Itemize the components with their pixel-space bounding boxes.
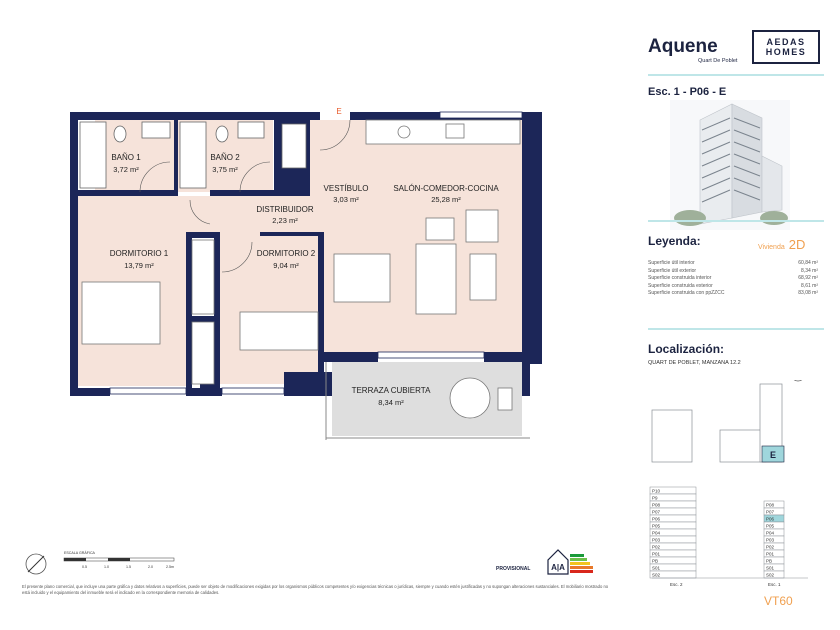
- energy-grade: A|A: [551, 563, 565, 572]
- level-label: P08: [766, 502, 775, 508]
- level-label: S02: [652, 572, 661, 578]
- terraza-floor: [332, 362, 522, 436]
- surface-value: 60,84 m²: [798, 260, 818, 266]
- disclaimer-text: El presente plano comercial, que incluye una parte gráfica y datos relativos a superficies, puede ser objeto de modificaciones exigidas por los organismos públicos competentes y/o exigencias técnicas o jurídicas, siempre y cuando estén justificadas y no supongan alteraciones sustanciales. El mobiliario mostrado no está incluido y el equipamiento del inmueble será el indicado en la correspondiente memoria de calidades.: [22, 584, 609, 595]
- scale-title: ESCALA GRÁFICA: [64, 551, 95, 555]
- terraza-label: TERRAZA CUBIERTA: [351, 386, 431, 395]
- surface-label: Superficie útil exterior: [648, 267, 697, 274]
- surface-value: 8,34 m²: [801, 267, 818, 274]
- dist-floor: [190, 196, 320, 234]
- unit-code: Esc. 1 - P06 - E: [648, 86, 727, 98]
- graphic-scale: [20, 548, 180, 578]
- level-label: P10: [652, 488, 661, 494]
- project-title: Aquene: [648, 36, 718, 57]
- level-label: P07: [766, 509, 775, 515]
- energy-rating-badge: [544, 548, 594, 576]
- surface-value: 83,08 m²: [798, 290, 818, 296]
- scale-tick: 0.5: [82, 565, 87, 569]
- salon-label: SALÓN-COMEDOR-COCINA: [393, 184, 499, 193]
- level-label: P04: [766, 530, 775, 536]
- info-sidebar: [640, 20, 830, 620]
- level-label: P02: [766, 544, 775, 550]
- vt-code: VT60: [764, 594, 793, 608]
- level-label: PB: [652, 558, 659, 564]
- provisional-label: PROVISIONAL: [496, 566, 531, 572]
- level-label: S01: [652, 565, 661, 571]
- dorm1-label: DORMITORIO 1: [109, 249, 169, 258]
- bano2-label: BAÑO 2: [210, 153, 240, 162]
- surface-row: [648, 268, 818, 276]
- vivienda-label: Vivienda: [758, 244, 785, 251]
- dorm1-area: 13,79 m²: [124, 261, 154, 270]
- floor-levels-diagram: [648, 478, 828, 590]
- surface-label: Superficie útil interior: [648, 260, 695, 266]
- level-label: P05: [766, 523, 775, 529]
- surface-row: [648, 260, 818, 268]
- vestibulo-label: VESTÍBULO: [323, 184, 369, 193]
- project-location: Quart De Poblet: [698, 58, 738, 64]
- level-label: PB: [766, 558, 773, 564]
- surface-table: [648, 260, 818, 298]
- scale-tick: 1.5: [126, 565, 131, 569]
- level-label: P02: [652, 544, 661, 550]
- level-label: P04: [652, 530, 661, 536]
- level-label: S01: [766, 565, 775, 571]
- salon-area: 25,28 m²: [431, 195, 461, 204]
- surface-row: [648, 290, 818, 298]
- building-rendering: [670, 100, 790, 230]
- dorm2-label: DORMITORIO 2: [256, 249, 316, 258]
- bano1-label: BAÑO 1: [111, 153, 141, 162]
- entrance-marker: E: [336, 107, 342, 116]
- level-label: P06: [766, 516, 775, 522]
- location-subtitle: QUART DE POBLET, MANZANA 12.2: [648, 360, 741, 366]
- divider: [648, 74, 824, 76]
- level-label: P03: [652, 537, 661, 543]
- dorm2-area: 9,04 m²: [273, 261, 299, 270]
- north-compass-icon: [791, 380, 805, 381]
- surface-row: [648, 283, 818, 291]
- logo-line1: AEDAS: [766, 37, 806, 47]
- level-label: S02: [766, 572, 775, 578]
- level-label: P01: [652, 551, 661, 557]
- terraza-area: 8,34 m²: [378, 398, 404, 407]
- bano2-area: 3,75 m²: [212, 165, 238, 174]
- site-minimap: [648, 380, 828, 470]
- legend-title: Leyenda:: [648, 234, 701, 248]
- level-label: P06: [652, 516, 661, 522]
- level-label: P03: [766, 537, 775, 543]
- level-label: P9: [652, 495, 658, 501]
- level-label: P05: [652, 523, 661, 529]
- divider: [648, 328, 824, 330]
- levels-left: [650, 487, 696, 578]
- location-title: Localización:: [648, 342, 725, 356]
- surface-value: 68,92 m²: [798, 275, 818, 281]
- level-label: P07: [652, 509, 661, 515]
- scale-tick: 2.0: [148, 565, 153, 569]
- vivienda-code: 2D: [788, 237, 806, 252]
- level-label: P08: [652, 502, 661, 508]
- distribuidor-label: DISTRIBUIDOR: [256, 205, 314, 214]
- scale-tick: 2.5m: [166, 565, 174, 569]
- esc1-label: Esc. 1: [768, 582, 781, 587]
- level-label: P01: [766, 551, 775, 557]
- surface-label: Superficie construida interior: [648, 275, 712, 281]
- levels-right: [764, 501, 784, 578]
- minimap-marker: E: [769, 450, 777, 460]
- scale-tick: 1.0: [104, 565, 109, 569]
- surface-value: 8,61 m²: [801, 282, 818, 289]
- surface-label: Superficie construida con ppZZCC: [648, 290, 725, 296]
- surface-row: [648, 275, 818, 283]
- divider: [648, 220, 824, 222]
- bano1-area: 3,72 m²: [113, 165, 139, 174]
- distribuidor-area: 2,23 m²: [272, 216, 298, 225]
- logo-line2: HOMES: [765, 47, 807, 57]
- surface-label: Superficie construida exterior: [648, 282, 713, 289]
- aedas-logo: [752, 30, 820, 64]
- vivienda-type: [758, 237, 805, 252]
- esc2-label: Esc. 2: [670, 582, 683, 587]
- vestibulo-area: 3,03 m²: [333, 195, 359, 204]
